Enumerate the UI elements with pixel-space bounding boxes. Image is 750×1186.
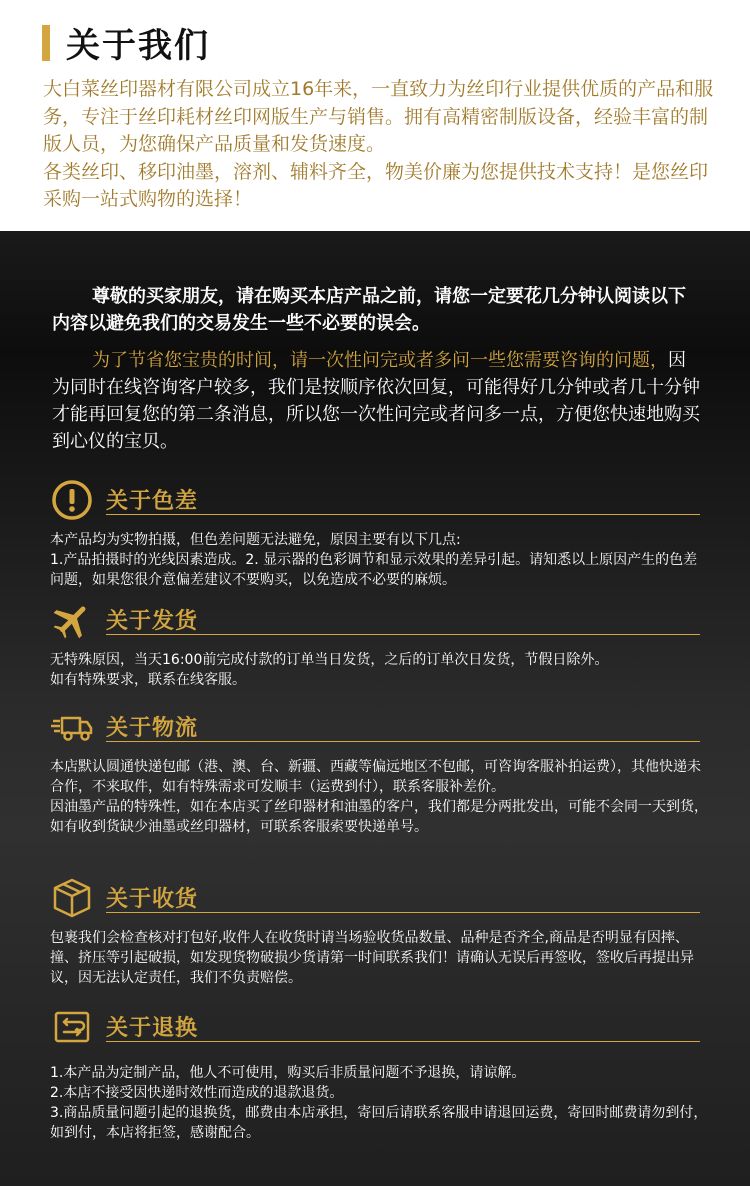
section-line: 本产品均为实物拍摄，但色差问题无法避免，原因主要有以下几点: [50, 532, 461, 548]
section-returns [50, 1005, 710, 1143]
about-us-text [43, 76, 718, 214]
section-header [50, 705, 710, 749]
section-body [50, 650, 710, 690]
section-line: 1.产品拍摄时的光线因素造成。2. 显示器的色彩调节和显示效果的差异引起。请知悉以上原因产生的色差问题，如果您很介意偏差建议不要购买，以免造成不必要的麻烦。 [50, 552, 698, 588]
section-body [50, 928, 710, 988]
intro-highlight-text: 为了节省您宝贵的时间，请一次性问完或者多问一些您需要咨询的问题， [92, 350, 668, 371]
section-line: 本店默认圆通快递包邮（港、澳、台、新疆、西藏等偏远地区不包邮，可咨询客服补拍运费），其他快递未合作，不来取件，如有特殊需求可发顺丰（运费到付），联系客服补差价。 [50, 759, 701, 795]
intro-bold-text: 尊敬的买家朋友，请在购买本店产品之前，请您一定要花几分钟认阅读以下内容以避免我们的交易发生一些不必要的误会。 [52, 286, 686, 334]
about-paragraph: 各类丝印、移印油墨，溶剂、辅料齐全，物美价廉为您提供技术支持！是您丝印采购一站式购物的选择！ [43, 160, 709, 210]
package-box-icon [50, 876, 94, 920]
section-shipping [50, 598, 710, 690]
about-us-title: 关于我们 [66, 26, 210, 66]
notice-panel [0, 231, 750, 1186]
section-line: 因油墨产品的特殊性，如在本店买了丝印器材和油墨的客户，我们都是分两批发出，可能不会同一天到货，如有收到货缺少油墨或丝印器材，可联系客服索要快递单号。 [50, 799, 708, 835]
section-line: 如有特殊要求，联系在线客服。 [50, 672, 246, 688]
section-divider [106, 634, 700, 635]
section-divider [106, 741, 700, 742]
section-color-difference [50, 478, 710, 590]
section-receiving [50, 876, 710, 988]
title-accent-bar [42, 25, 50, 61]
section-title: 关于收货 [106, 887, 199, 912]
section-divider [106, 1041, 700, 1042]
intro-rest-text: 因为同时在线咨询客户较多，我们是按顺序依次回复，可能得好几分钟或者几十分钟才能再回复您的第二条消息，所以您一次性问完或者问多一点，方便您快速地购买到心仪的宝贝。 [52, 350, 700, 452]
section-divider [106, 912, 700, 913]
section-line: 2.本店不接受因快递时效性而造成的退款退货。 [50, 1085, 344, 1101]
section-line: 3.商品质量问题引起的退换货，邮费由本店承担，寄回后请联系客服申请退回运费，寄回时邮费请勿到付，如到付，本店将拒签，感谢配合。 [50, 1105, 708, 1141]
section-body [50, 757, 710, 837]
section-title: 关于退换 [106, 1016, 199, 1041]
exclamation-circle-icon [50, 478, 94, 522]
return-exchange-icon [50, 1005, 94, 1049]
buyer-notice-intro [52, 283, 702, 455]
section-logistics [50, 705, 710, 837]
section-line: 无特殊原因，当天16:00前完成付款的订单当日发货，之后的订单次日发货，节假日除外。 [50, 652, 609, 668]
about-paragraph: 大白菜丝印器材有限公司成立16年来，一直致力为丝印行业提供优质的产品和服务，专注于丝印耗材丝印网版生产与销售。拥有高精密制版设备，经验丰富的制版人员，为您确保产品质量和发货速度。 [43, 78, 714, 155]
section-title: 关于色差 [106, 489, 199, 514]
section-header [50, 478, 710, 522]
section-header [50, 598, 710, 642]
section-line: 包裹我们会检查核对打包好,收件人在收货时请当场验收货品数量、品种是否齐全,商品是否明显有因摔、撞、挤压等引起破损，如发现货物破损少货请第一时间联系我们！请确认无误后再签收，签收后再提出异议，因无法认定责任，我们不负责赔偿。 [50, 930, 694, 986]
about-us-panel [0, 0, 750, 231]
delivery-truck-icon [50, 705, 94, 749]
section-line: 1.本产品为定制产品，他人不可使用，购买后非质量问题不予退换，请谅解。 [50, 1065, 526, 1081]
section-body [50, 1063, 710, 1143]
intro-paragraph-2 [52, 347, 702, 455]
section-header [50, 876, 710, 920]
section-divider [106, 514, 700, 515]
section-header [50, 1005, 710, 1049]
airplane-icon [50, 598, 94, 642]
intro-paragraph-1 [52, 283, 702, 337]
section-title: 关于物流 [106, 716, 199, 741]
section-body [50, 530, 710, 590]
section-title: 关于发货 [106, 609, 199, 634]
